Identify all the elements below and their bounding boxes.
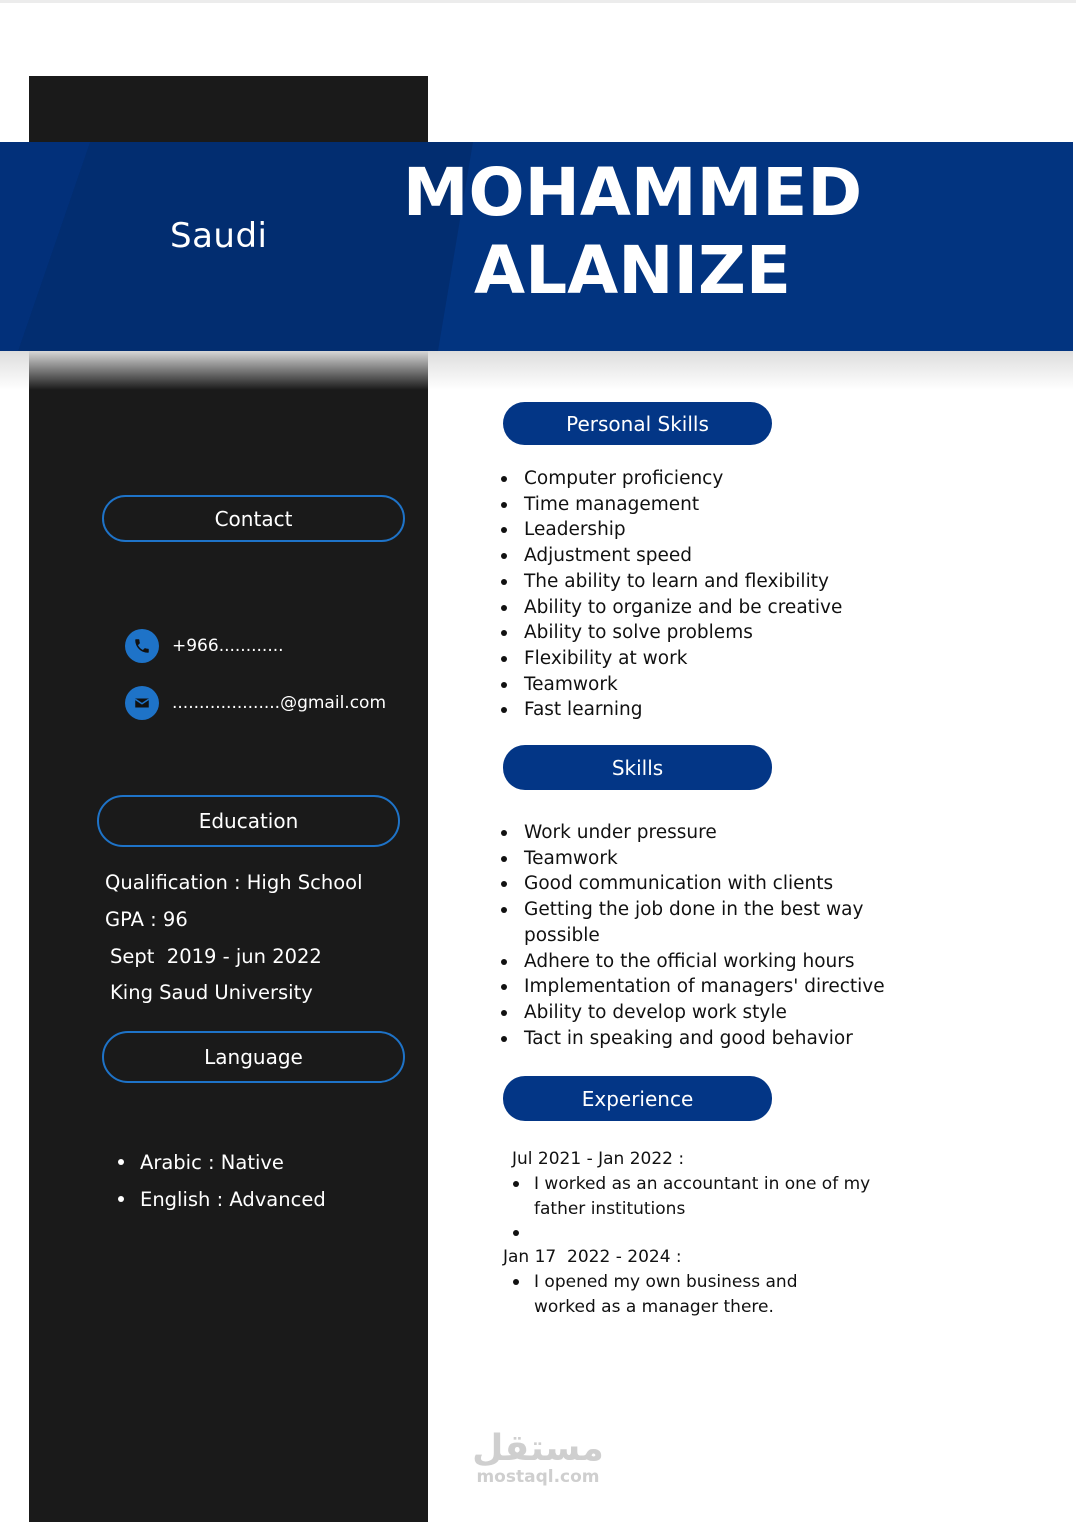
list-item: Ability to develop work style bbox=[499, 1000, 899, 1026]
personal-skills-heading: Personal Skills bbox=[503, 402, 772, 445]
list-item: I opened my own business and worked as a manager there. bbox=[512, 1270, 832, 1319]
list-item: Fast learning bbox=[499, 697, 919, 723]
name-last: ALANIZE bbox=[474, 232, 791, 309]
list-item: Tact in speaking and good behavior bbox=[499, 1026, 899, 1052]
watermark-latin: mostaql.com bbox=[476, 1467, 600, 1487]
skills-heading: Skills bbox=[503, 745, 772, 790]
personal-skills-list bbox=[499, 466, 919, 723]
phone-value[interactable]: +966............ bbox=[172, 636, 284, 656]
mail-icon bbox=[125, 686, 159, 720]
education-qualification: Qualification : High School bbox=[105, 871, 363, 894]
education-period: Sept 2019 - jun 2022 bbox=[110, 945, 322, 968]
list-item: English : Advanced bbox=[118, 1181, 326, 1218]
watermark-logo bbox=[468, 1430, 608, 1486]
experience-list bbox=[512, 1172, 872, 1246]
list-item: Ability to organize and be creative bbox=[499, 595, 919, 621]
list-item: Arabic : Native bbox=[118, 1144, 326, 1181]
list-item: The ability to learn and flexibility bbox=[499, 569, 919, 595]
phone-icon bbox=[125, 629, 159, 663]
banner-shadow bbox=[0, 350, 1073, 390]
list-item: Leadership bbox=[499, 517, 919, 543]
list-item: Good communication with clients bbox=[499, 871, 899, 897]
email-value[interactable]: ....................@gmail.com bbox=[172, 693, 387, 713]
education-heading: Education bbox=[97, 795, 400, 847]
phone-row bbox=[125, 629, 284, 663]
email-row bbox=[125, 686, 386, 720]
skills-list bbox=[499, 820, 899, 1051]
education-institution: King Saud University bbox=[110, 981, 313, 1004]
list-item: Teamwork bbox=[499, 672, 919, 698]
experience-heading: Experience bbox=[503, 1076, 772, 1121]
list-item: Adhere to the official working hours bbox=[499, 949, 899, 975]
list-item: Work under pressure bbox=[499, 820, 899, 846]
list-item: I worked as an accountant in one of my father institutions bbox=[512, 1172, 872, 1221]
experience-date: Jul 2021 - Jan 2022 : bbox=[512, 1149, 685, 1169]
contact-heading: Contact bbox=[102, 495, 405, 542]
list-item: Flexibility at work bbox=[499, 646, 919, 672]
list-item: Ability to solve problems bbox=[499, 620, 919, 646]
language-list bbox=[118, 1144, 326, 1218]
language-heading: Language bbox=[102, 1031, 405, 1083]
list-item: Computer proficiency bbox=[499, 466, 919, 492]
list-item: Teamwork bbox=[499, 846, 899, 872]
watermark-arabic: مستقل bbox=[472, 1428, 604, 1469]
education-gpa: GPA : 96 bbox=[105, 908, 188, 931]
list-item: Adjustment speed bbox=[499, 543, 919, 569]
name-first: MOHAMMED bbox=[402, 154, 863, 231]
list-item bbox=[512, 1221, 872, 1246]
list-item: Time management bbox=[499, 492, 919, 518]
list-item: Implementation of managers' directive bbox=[499, 974, 899, 1000]
experience-list bbox=[512, 1270, 832, 1319]
country-label: Saudi bbox=[170, 216, 268, 256]
experience-date: Jan 17 2022 - 2024 : bbox=[503, 1247, 682, 1267]
list-item: Getting the job done in the best way possible bbox=[499, 897, 864, 948]
top-edge-line bbox=[0, 0, 1076, 3]
